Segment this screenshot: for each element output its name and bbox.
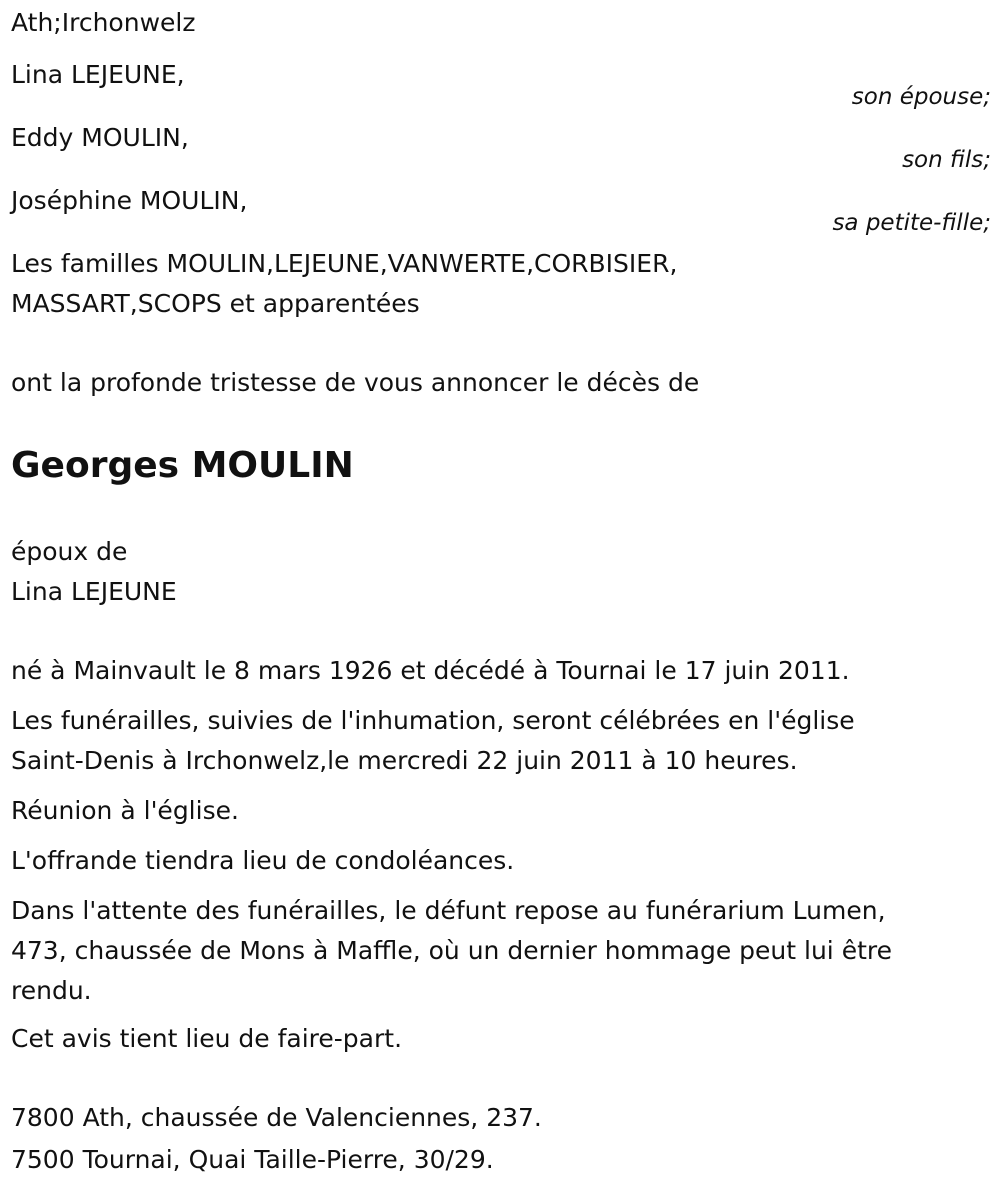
families-line: MASSART,SCOPS et apparentées bbox=[11, 289, 420, 318]
family-member-name: Joséphine MOULIN, bbox=[11, 186, 248, 215]
address-line: 7500 Tournai, Quai Taille-Pierre, 30/29. bbox=[11, 1145, 494, 1174]
rest-text: 473, chaussée de Mons à Maffle, où un dernier hommage peut lui être bbox=[11, 936, 892, 965]
rest-text: Dans l'attente des funérailles, le défunt repose au funérarium Lumen, bbox=[11, 896, 886, 925]
funeral-text: Les funérailles, suivies de l'inhumation, seront célébrées en l'église bbox=[11, 706, 855, 735]
family-member-relation: sa petite-fille; bbox=[832, 210, 991, 236]
families-line: Les familles MOULIN,LEJEUNE,VANWERTE,CORBISIER, bbox=[11, 249, 678, 278]
family-member-relation: son fils; bbox=[902, 147, 991, 173]
spouse-label: époux de bbox=[11, 537, 128, 566]
announcement-text: ont la profonde tristesse de vous annoncer le décès de bbox=[11, 368, 700, 397]
birth-death-text: né à Mainvault le 8 mars 1926 et décédé à Tournai le 17 juin 2011. bbox=[11, 656, 850, 685]
offering-text: L'offrande tiendra lieu de condoléances. bbox=[11, 846, 515, 875]
notice-text: Cet avis tient lieu de faire-part. bbox=[11, 1024, 403, 1053]
family-member-name: Lina LEJEUNE, bbox=[11, 60, 185, 89]
family-member-relation: son épouse; bbox=[851, 84, 991, 110]
address-line: 7800 Ath, chaussée de Valenciennes, 237. bbox=[11, 1103, 542, 1132]
rest-text: rendu. bbox=[11, 976, 92, 1005]
meeting-text: Réunion à l'église. bbox=[11, 796, 239, 825]
deceased-name: Georges MOULIN bbox=[11, 445, 354, 486]
spouse-name: Lina LEJEUNE bbox=[11, 577, 177, 606]
funeral-text: Saint-Denis à Irchonwelz,le mercredi 22 juin 2011 à 10 heures. bbox=[11, 746, 798, 775]
location-header: Ath;Irchonwelz bbox=[11, 8, 196, 37]
family-member-name: Eddy MOULIN, bbox=[11, 123, 189, 152]
